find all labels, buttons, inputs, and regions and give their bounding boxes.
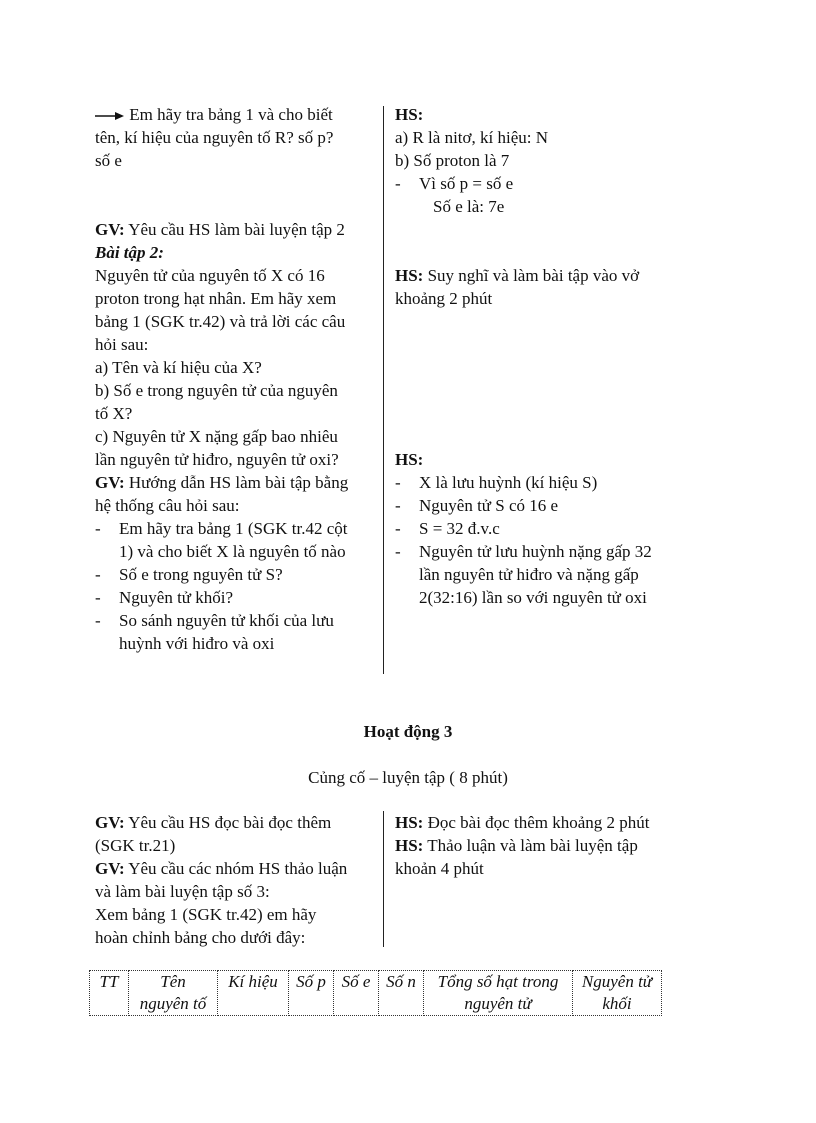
exercise-2-line: tố X? (95, 404, 133, 423)
question-1-line-3: số e (95, 151, 122, 170)
section-1-right (389, 103, 680, 655)
question-1-line-2: tên, kí hiệu của nguyên tố R? số p? (95, 128, 334, 147)
question-1: Em hãy tra bảng 1 và cho biết (95, 103, 385, 126)
gv-instruction-4-line-2: và làm bài luyện tập số 3: (95, 882, 270, 901)
arrow-right-icon (95, 111, 125, 121)
gv-instruction-2: GV: Hướng dẫn HS làm bài tập bằng (95, 473, 349, 492)
list-item: - Vì số p = số e (395, 174, 514, 193)
table-header-cell: Tên nguyên tố (129, 971, 218, 1016)
table-header-cell: Tổng số hạt trong nguyên tử (424, 971, 573, 1016)
exercise-2-line: lần nguyên tử hiđro, nguyên tử oxi? (95, 450, 339, 469)
hs-answer-2: HS: Suy nghĩ và làm bài tập vào vở (395, 266, 640, 285)
hs-answer-1-label: HS: (395, 105, 424, 124)
list-item: - S = 32 đ.v.c (395, 519, 500, 538)
table-header-cell: Kí hiệu (218, 971, 289, 1016)
list-item: - Nguyên tử lưu huỳnh nặng gấp 32 lần nguyên tử hiđro và nặng gấp 2(32:16) lần so với nguyên tử oxi (395, 542, 652, 607)
section-1 (95, 103, 680, 655)
hs-answer-5: HS: Thảo luận và làm bài luyện tập (395, 836, 638, 855)
list-item: - Em hãy tra bảng 1 (SGK tr.42 cột 1) và cho biết X là nguyên tố nào (95, 519, 348, 561)
section-1-left (95, 103, 389, 655)
hs-answer-5-line-2: khoản 4 phút (395, 859, 484, 878)
gv-instruction-4-line-3: Xem bảng 1 (SGK tr.42) em hãy (95, 905, 317, 924)
exercise-2-title: Bài tập 2: (95, 243, 164, 262)
table-header-cell: Số n (379, 971, 424, 1016)
hs-answer-b: b) Số proton là 7 (395, 151, 510, 170)
exercise-2-line: hỏi sau: (95, 335, 149, 354)
section-2 (95, 811, 680, 949)
list-item: - So sánh nguyên tử khối của lưu huỳnh với hiđro và oxi (95, 611, 334, 653)
section-2-right (389, 811, 680, 949)
hs-answer-a: a) R là nitơ, kí hiệu: N (395, 128, 548, 147)
list-item: - Nguyên tử khối? (95, 588, 234, 607)
exercise-2-line: b) Số e trong nguyên tử của nguyên (95, 381, 338, 400)
exercise-2-line: bảng 1 (SGK tr.42) và trả lời các câu (95, 312, 346, 331)
table-header-row (90, 971, 662, 1016)
gv-instruction-2-line-2: hệ thống câu hỏi sau: (95, 496, 240, 515)
hs-answer-3-label: HS: (395, 450, 424, 469)
table-header-cell: TT (90, 971, 129, 1016)
exercise-3-table (89, 970, 662, 1016)
hs-answer-c2: Số e là: 7e (433, 197, 505, 216)
activity-heading: Hoạt động 3 (363, 722, 453, 741)
gv-instruction-1: GV: Yêu cầu HS làm bài luyện tập 2 (95, 220, 345, 239)
exercise-2-line: Nguyên tử của nguyên tố X có 16 (95, 266, 325, 285)
gv-instruction-3: GV: Yêu cầu HS đọc bài đọc thêm (95, 813, 332, 832)
list-item: - Số e trong nguyên tử S? (95, 565, 283, 584)
section-2-left (95, 811, 389, 949)
hs-answer-2-line-2: khoảng 2 phút (395, 289, 493, 308)
gv-instruction-4: GV: Yêu cầu các nhóm HS thảo luận (95, 859, 348, 878)
activity-subheading: Củng cố – luyện tập ( 8 phút) (308, 768, 508, 787)
hs-answer-4: HS: Đọc bài đọc thêm khoảng 2 phút (395, 813, 650, 832)
table-header-cell: Nguyên tử khối (573, 971, 662, 1016)
table-header-cell: Số e (334, 971, 379, 1016)
exercise-2-line: c) Nguyên tử X nặng gấp bao nhiêu (95, 427, 338, 446)
exercise-2-line: proton trong hạt nhân. Em hãy xem (95, 289, 337, 308)
gv-instruction-3-line-2: (SGK tr.21) (95, 836, 176, 855)
exercise-2-line: a) Tên và kí hiệu của X? (95, 358, 262, 377)
list-item: - X là lưu huỳnh (kí hiệu S) (395, 473, 598, 492)
gv-instruction-4-line-4: hoàn chỉnh bảng cho dưới đây: (95, 928, 306, 947)
table-header-cell: Số p (289, 971, 334, 1016)
list-item: - Nguyên tử S có 16 e (395, 496, 559, 515)
